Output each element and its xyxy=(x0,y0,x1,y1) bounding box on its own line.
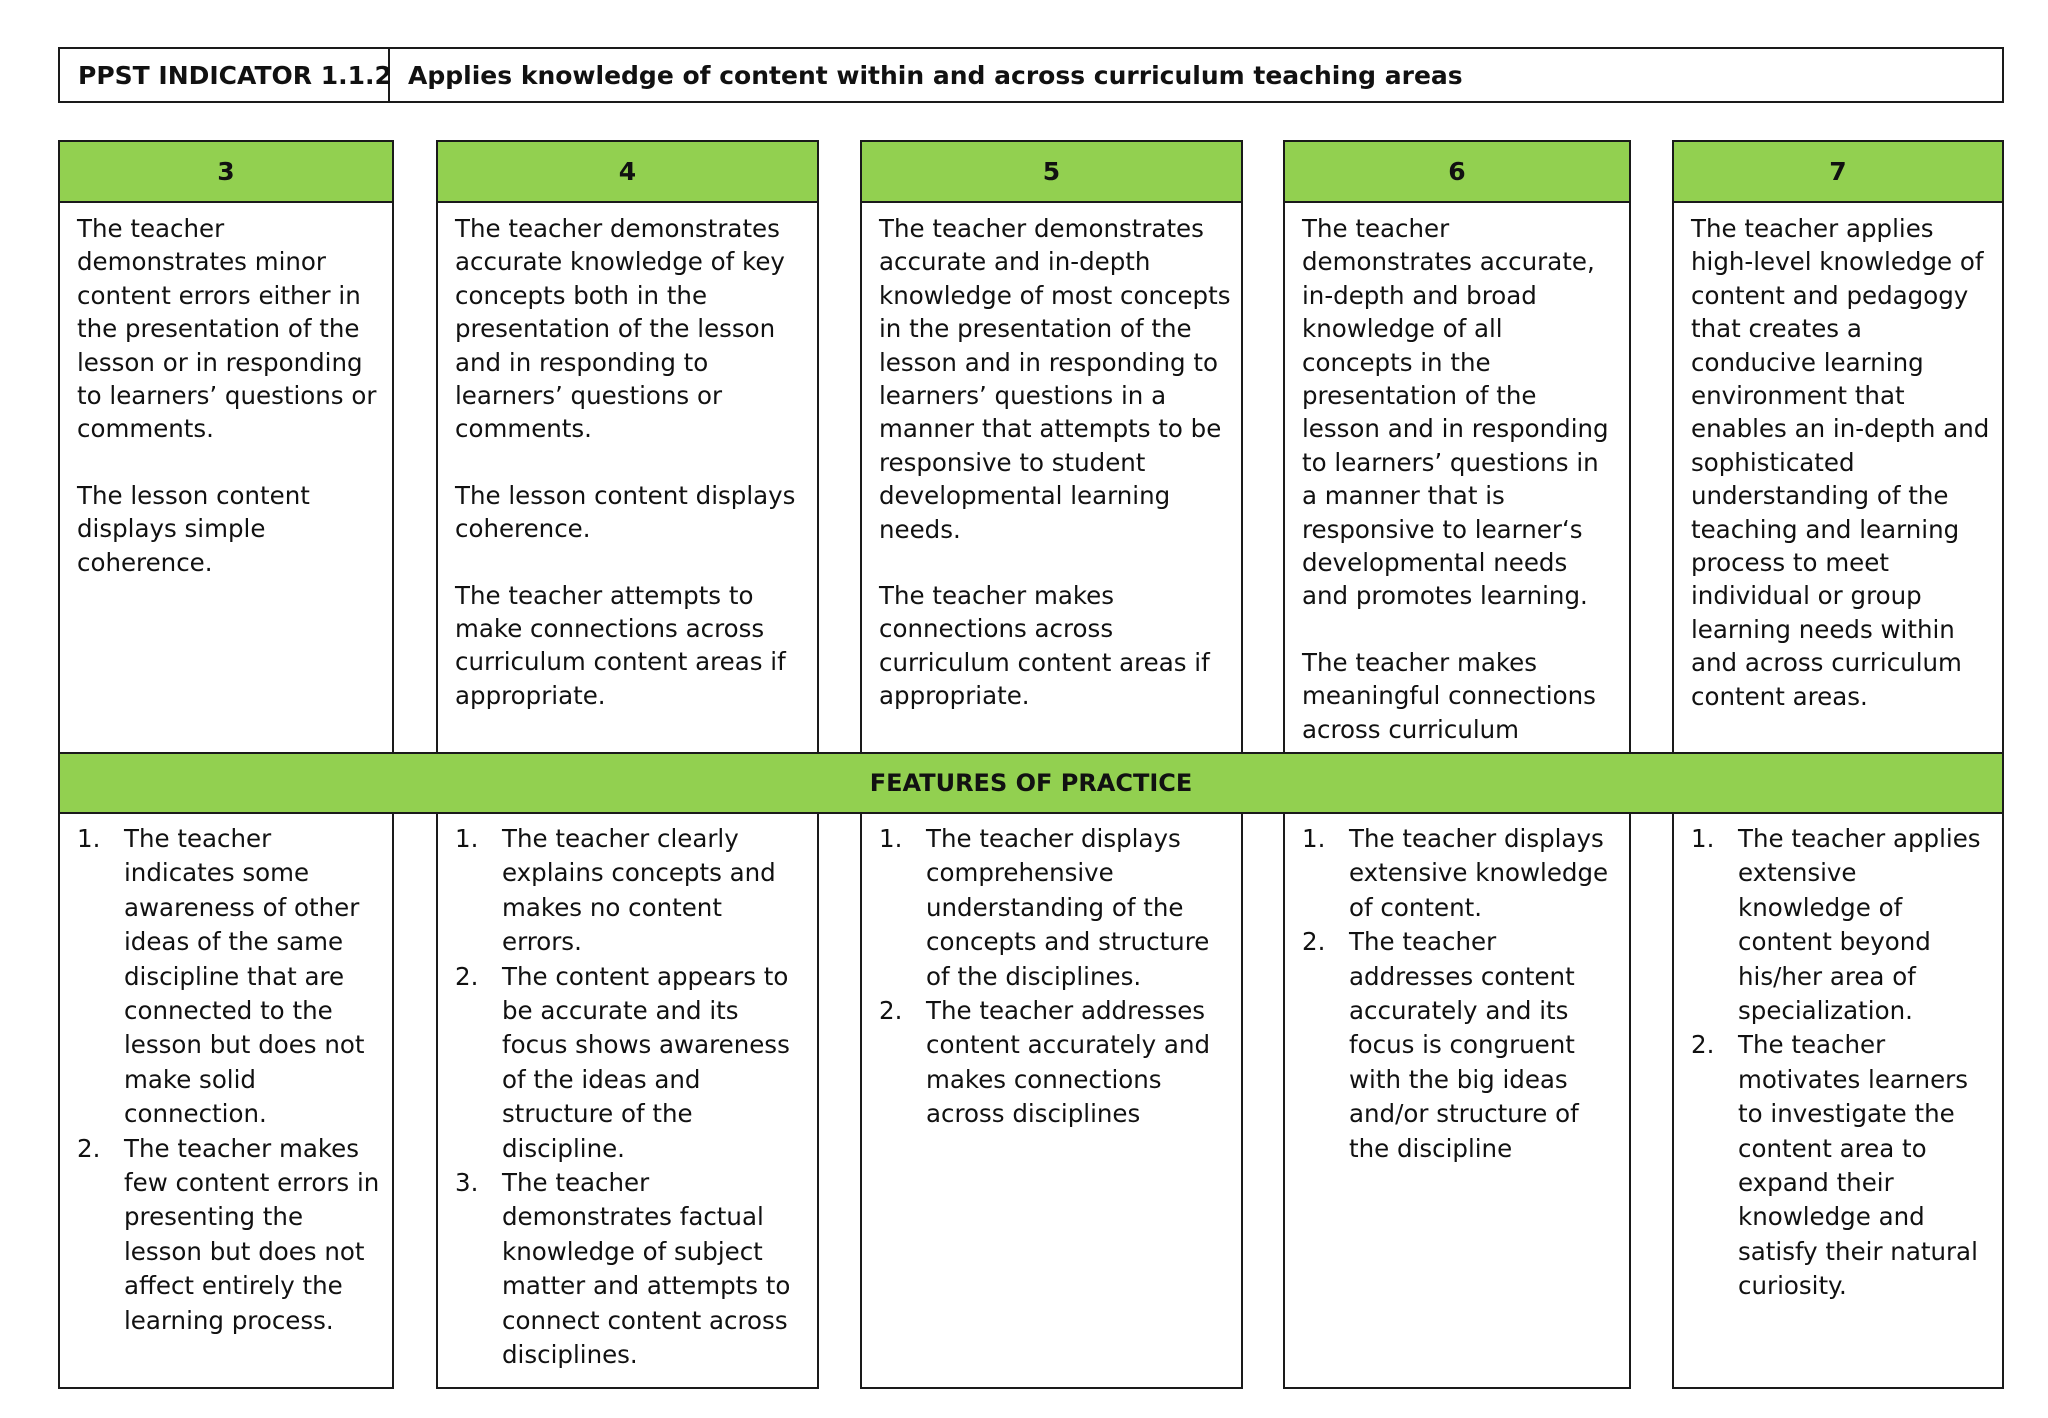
features-list xyxy=(77,822,384,1338)
level-description xyxy=(455,212,807,712)
description-paragraph: The teacher demonstrates minor content errors either in the presentation of the lesson or in responding to learners’ questions or comments. xyxy=(77,214,377,444)
description-paragraph: The teacher demonstrates accurate and in-depth knowledge of most concepts in the presentation of the lesson and in responding to learners’ questions in a manner that attempts to be responsive to student developmental learning needs. xyxy=(879,214,1231,544)
level-header: 3 xyxy=(60,142,392,203)
description-paragraph: The lesson content displays coherence. xyxy=(455,480,796,544)
description-paragraph: The teacher makes connections across curriculum content areas if appropriate. xyxy=(879,581,1210,711)
indicator-header xyxy=(58,47,2004,103)
level-description xyxy=(1302,212,1619,813)
indicator-description: Applies knowledge of content within and across curriculum teaching areas xyxy=(408,60,1463,90)
description-paragraph: The teacher demonstrates accurate knowledge of key concepts both in the presentation of the lesson and in responding to learners’ questions or comments. xyxy=(455,214,785,444)
feature-item: 2. The teacher addresses content accurately and makes connections across disciplines xyxy=(879,996,1211,1129)
level-header: 4 xyxy=(438,142,817,203)
feature-item: 1. The teacher displays comprehensive understanding of the concepts and structure of the disciplines. xyxy=(879,824,1210,991)
description-paragraph: The teacher attempts to make connections across curriculum content areas if appropriate. xyxy=(455,580,786,710)
description-paragraph: The teacher makes meaningful connections across curriculum xyxy=(1302,647,1596,744)
features-list xyxy=(1691,822,1994,1304)
feature-item: 1. The teacher displays extensive knowledge of content. xyxy=(1302,824,1609,922)
feature-item: 1. The teacher clearly explains concepts and makes no content errors. xyxy=(455,824,776,957)
feature-item: 2. The teacher makes few content errors in presenting the lesson but does not affect entirely the learning process. xyxy=(77,1133,380,1335)
level-header: 6 xyxy=(1285,142,1629,203)
features-of-practice-band: FEATURES OF PRACTICE xyxy=(58,752,2004,814)
features-list xyxy=(455,822,809,1373)
feature-item: 2. The teacher motivates learners to investigate the content area to expand their knowledge and satisfy their natural curiosity. xyxy=(1691,1030,1978,1301)
description-paragraph: The teacher applies high-level knowledge of content and pedagogy that creates a conducive learning environment that enables an in-depth and sophisticated understanding of the teaching and learning process to meet individual or group learning needs within and across curriculum content areas. xyxy=(1691,214,1990,711)
description-paragraph: The teacher demonstrates accurate, in-depth and broad knowledge of all concepts in the presentation of the lesson and in responding to learners’ questions in a manner that is responsive to learner‘s developmental needs and promotes learning. xyxy=(1302,214,1609,611)
description-paragraph: The lesson content displays simple coherence. xyxy=(77,480,310,577)
level-description xyxy=(1691,212,1992,713)
level-header: 7 xyxy=(1674,142,2002,203)
feature-item: 2. The teacher addresses content accurately and its focus is congruent with the big ideas and/or structure of the discipline xyxy=(1302,927,1579,1163)
indicator-label: PPST INDICATOR 1.1.2 xyxy=(60,49,390,101)
feature-item: 2. The content appears to be accurate and its focus shows awareness of the ideas and structure of the discipline. xyxy=(455,961,790,1163)
feature-item: 3. The teacher demonstrates factual knowledge of subject matter and attempts to connect content across disciplines. xyxy=(455,1168,791,1370)
features-list xyxy=(879,822,1233,1132)
level-header: 5 xyxy=(862,142,1241,203)
feature-item: 1. The teacher indicates some awareness of other ideas of the same discipline that are connected to the lesson but does not make solid connection. xyxy=(77,824,365,1129)
features-list xyxy=(1302,822,1621,1166)
level-description xyxy=(77,212,382,579)
level-description xyxy=(879,212,1231,713)
feature-item: 1. The teacher applies extensive knowledge of content beyond his/her area of specialization. xyxy=(1691,824,1981,1026)
